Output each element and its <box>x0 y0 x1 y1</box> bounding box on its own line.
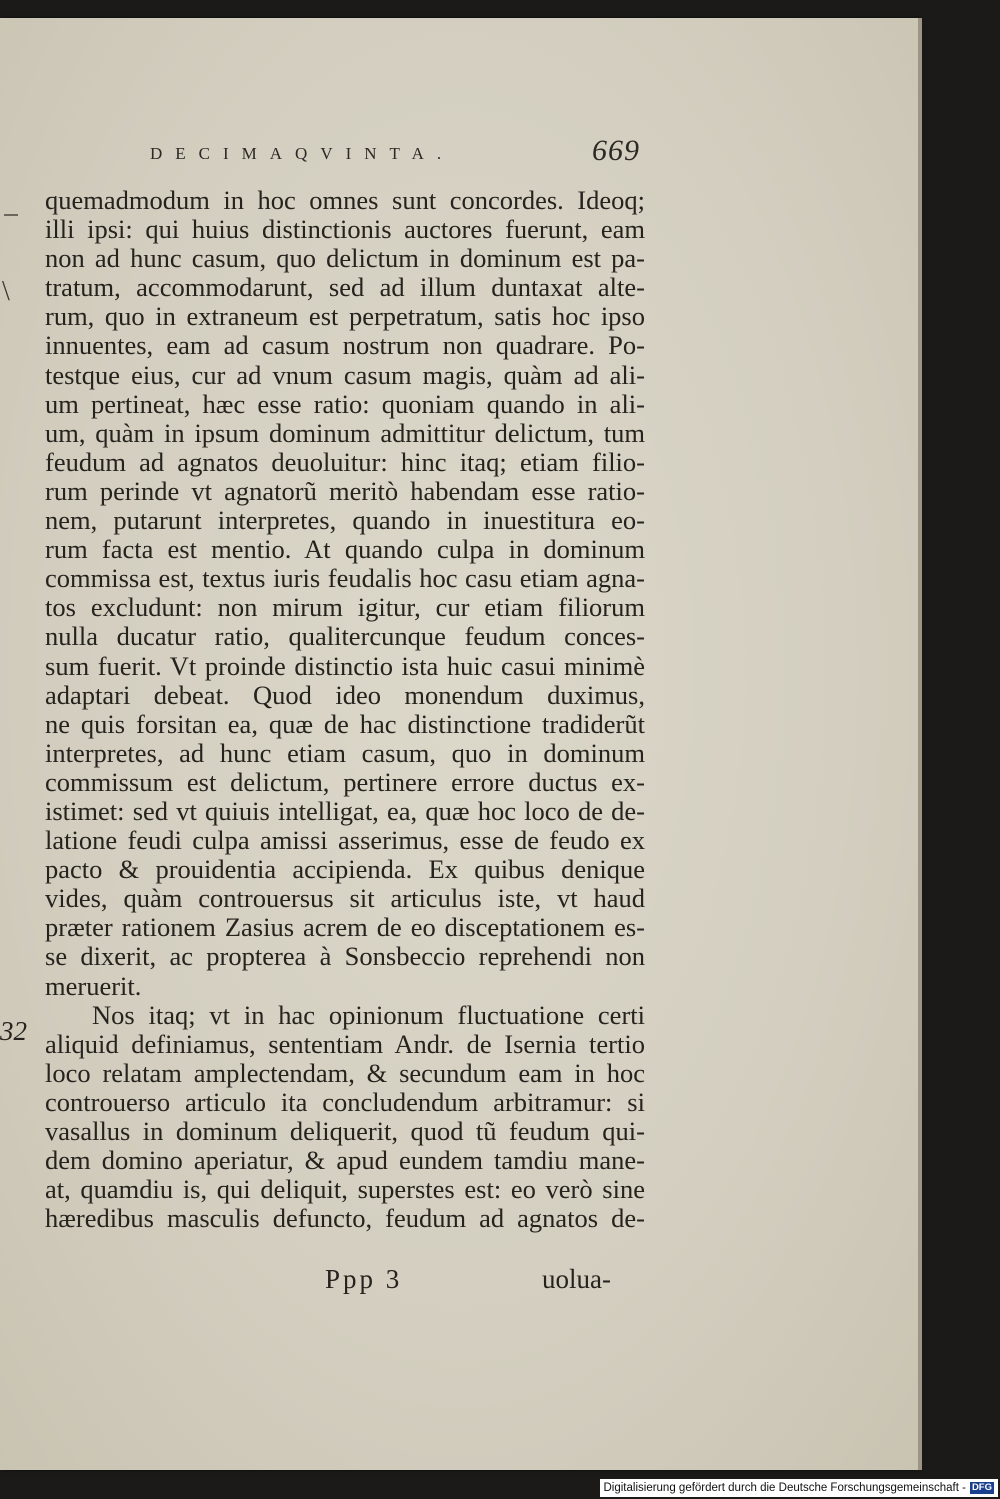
text-line: meruerit. <box>45 970 142 1001</box>
catchword: uolua- <box>542 1264 611 1294</box>
digitization-credit-bar <box>600 1479 999 1497</box>
text-line: commissum est delictum, pertinere errore ductus ex- <box>45 766 645 797</box>
margin-mark: \ <box>2 276 10 307</box>
running-head: DECIMAQVINTA. <box>150 144 455 163</box>
dfg-logo-icon: DFG <box>971 1482 992 1493</box>
text-line: pacto & prouidentia accipienda. Ex quibus denique <box>45 854 645 885</box>
text-line: ne quis forsitan ea, quæ de hac distinctione tradiderũt <box>45 708 645 739</box>
text-line: um pertineat, hæc esse ratio: quoniam quando in ali- <box>45 388 645 419</box>
text-line: rum facta est mentio. At quando culpa in dominum <box>45 534 645 565</box>
text-line: præter rationem Zasius acrem de eo disceptationem es- <box>45 912 645 943</box>
text-line: rum perinde vt agnatorũ meritò habendam esse ratio- <box>45 475 645 506</box>
margin-tick-mark <box>4 214 18 216</box>
text-line: latione feudi culpa amissi asserimus, esse de feudo ex <box>45 825 645 856</box>
text-line: um, quàm in ipsum dominum admittitur delictum, tum <box>45 417 645 448</box>
text-line: interpretes, ad hunc etiam casum, quo in dominum <box>45 737 645 768</box>
page-number: 669 <box>592 134 640 167</box>
text-line: vasallus in dominum deliquerit, quod tũ feudum qui- <box>45 1116 645 1146</box>
text-line: aliquid definiamus, sententiam Andr. de Isernia tertio <box>45 1028 645 1059</box>
text-line: istimet: sed vt quiuis intelligat, ea, quæ hoc loco de de- <box>45 795 645 826</box>
text-line: controuerso articulo ita concludendum arbitramur: si <box>45 1086 645 1117</box>
text-line: nem, putarunt interpretes, quando in inuestitura eo- <box>45 505 645 536</box>
text-line: vides, quàm controuersus sit articulus iste, vt haud <box>45 883 645 914</box>
text-line: Nos itaq; vt in hac opinionum fluctuatione certi <box>92 999 645 1030</box>
text-line: commissa est, textus iuris feudalis hoc casu etiam agna- <box>45 563 645 594</box>
text-line: testque eius, cur ad vnum casum magis, quàm ad ali- <box>45 359 645 390</box>
text-line: innuentes, eam ad casum nostrum non quadrare. Po- <box>45 330 645 361</box>
text-line: feudum ad agnatos deuoluitur: hinc itaq; etiam filio- <box>45 446 645 477</box>
text-line: hæredibus masculis defuncto, feudum ad agnatos de- <box>45 1203 645 1234</box>
text-line: adaptari debeat. Quod ideo monendum duximus, <box>45 679 645 710</box>
text-line: non ad hunc casum, quo delictum in dominum est pa- <box>45 243 645 274</box>
text-line: sum fuerit. Vt proinde distinctio ista huic casui minimè <box>45 650 645 681</box>
text-line: illi ipsi: qui huius distinctionis auctores fuerunt, eam <box>45 214 645 245</box>
text-line: loco relatam amplectendam, & secundum eam in hoc <box>45 1057 645 1088</box>
text-line: rum, quo in extraneum est perpetratum, satis hoc ipso <box>45 301 645 332</box>
text-line: se dixerit, ac propterea à Sonsbeccio reprehendi non <box>45 941 645 972</box>
margin-paragraph-number: 32 <box>0 1016 27 1046</box>
text-line: at, quamdiu is, qui deliquit, superstes est: eo verò sine <box>45 1174 645 1205</box>
text-line: dem domino aperiatur, & apud eundem tamdiu mane- <box>45 1145 645 1176</box>
text-line: tos excludunt: non mirum igitur, cur etiam filiorum <box>45 592 645 623</box>
page-edge <box>918 18 922 1470</box>
signature-mark: Ppp 3 <box>325 1264 403 1294</box>
text-line: quemadmodum in hoc omnes sunt concordes. Ideoq; <box>45 185 645 215</box>
text-block <box>45 186 645 1233</box>
text-line: tratum, accommodarunt, sed ad illum duntaxat alte- <box>45 272 645 303</box>
credit-text: Digitalisierung gefördert durch die Deutsche Forschungsgemeinschaft - <box>603 1482 966 1494</box>
text-line: nulla ducatur ratio, qualitercunque feudum conces- <box>45 621 645 652</box>
